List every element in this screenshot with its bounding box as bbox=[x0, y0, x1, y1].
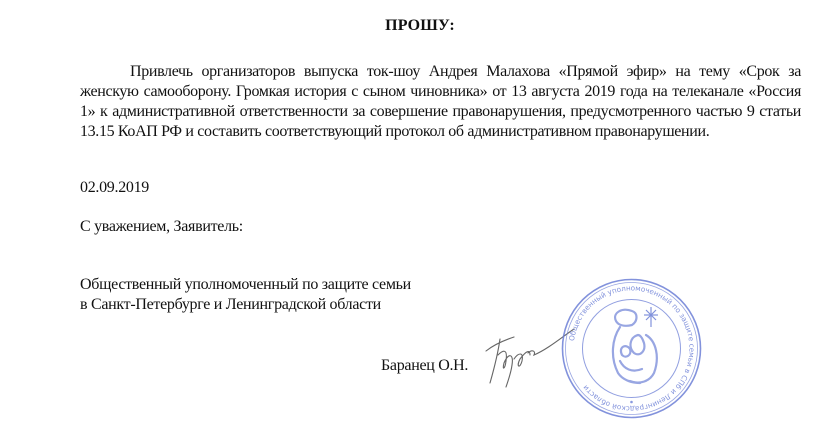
signer-name: Баранец О.Н. bbox=[381, 357, 469, 374]
organization-title bbox=[80, 275, 411, 315]
closing-text: С уважением, Заявитель: bbox=[80, 218, 243, 235]
round-seal-stamp-icon bbox=[560, 277, 703, 420]
organization-line-1: Общественный уполномоченный по защите семьи bbox=[80, 276, 411, 293]
document-date: 02.09.2019 bbox=[80, 179, 150, 196]
document-heading: ПРОШУ: bbox=[385, 17, 455, 34]
svg-text:Общественный уполномоченный по: Общественный уполномоченный по защите семьи в СПб и Ленинградской области bbox=[566, 283, 697, 414]
organization-line-2: в Санкт-Петербурге и Ленинградской области bbox=[80, 296, 381, 313]
request-paragraph: Привлечь организаторов выпуска ток-шоу Андрея Малахова «Прямой эфир» на тему «Срок за женскую самооборону. Громкая история с сыном чиновника» от 13 августа 2019 года на телеканале «Россия 1» к административной ответственности за совершение правонарушения, предусмотренного частью 9 статьи 13.15 КоАП РФ и составить соответствующий протокол об административном правонарушении. bbox=[80, 63, 801, 140]
